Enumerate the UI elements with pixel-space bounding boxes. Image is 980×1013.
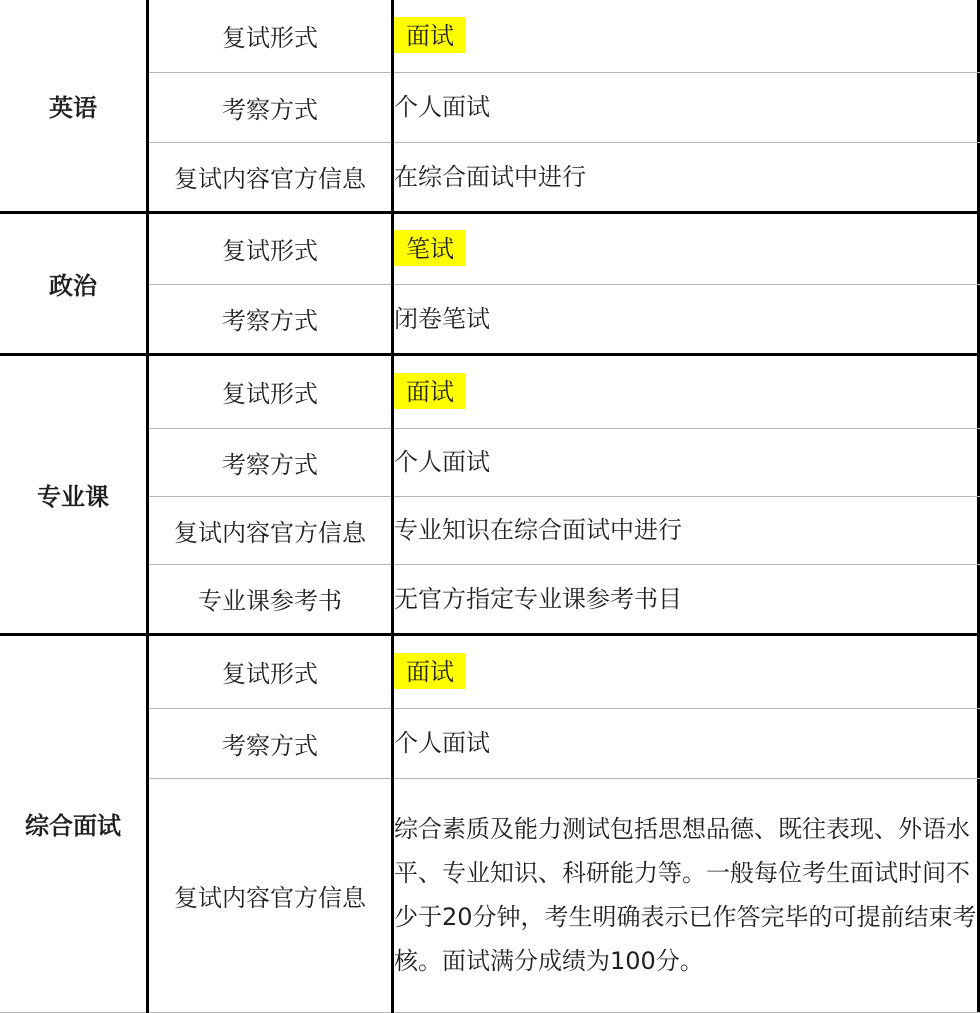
table-row <box>0 142 980 212</box>
table-row <box>0 708 980 778</box>
table-row <box>0 284 980 354</box>
row-value: 无官方指定专业课参考书目 <box>393 564 980 634</box>
row-key: 专业课参考书 <box>148 564 393 634</box>
row-value <box>393 354 980 428</box>
table-row <box>0 496 980 564</box>
category-politics: 政治 <box>0 212 148 354</box>
row-value: 个人面试 <box>393 72 980 142</box>
row-value: 专业知识在综合面试中进行 <box>393 496 980 564</box>
row-key: 考察方式 <box>148 72 393 142</box>
highlighted-value: 面试 <box>394 653 466 689</box>
row-key: 复试形式 <box>148 354 393 428</box>
row-value <box>393 0 980 72</box>
row-key: 复试形式 <box>148 0 393 72</box>
row-key: 复试形式 <box>148 634 393 708</box>
row-value: 闭卷笔试 <box>393 284 980 354</box>
table-row <box>0 428 980 496</box>
category-major: 专业课 <box>0 354 148 634</box>
row-value: 在综合面试中进行 <box>393 142 980 212</box>
row-key: 考察方式 <box>148 708 393 778</box>
table-row <box>0 778 980 1012</box>
category-comprehensive: 综合面试 <box>0 634 148 1012</box>
row-key: 复试内容官方信息 <box>148 778 393 1012</box>
row-value: 综合素质及能力测试包括思想品德、既往表现、外语水平、专业知识、科研能力等。一般每位考生面试时间不少于20分钟，考生明确表示已作答完毕的可提前结束考核。面试满分成绩为100分。 <box>393 778 980 1012</box>
highlighted-value: 面试 <box>394 373 466 409</box>
row-value: 个人面试 <box>393 708 980 778</box>
row-key: 复试形式 <box>148 212 393 284</box>
table-row <box>0 72 980 142</box>
row-key: 考察方式 <box>148 284 393 354</box>
row-value <box>393 212 980 284</box>
row-key: 复试内容官方信息 <box>148 496 393 564</box>
table-row <box>0 564 980 634</box>
highlighted-value: 面试 <box>394 17 466 53</box>
table-row <box>0 0 980 72</box>
row-key: 考察方式 <box>148 428 393 496</box>
highlighted-value: 笔试 <box>394 230 466 266</box>
table-row <box>0 354 980 428</box>
row-value: 个人面试 <box>393 428 980 496</box>
row-key: 复试内容官方信息 <box>148 142 393 212</box>
table-row <box>0 212 980 284</box>
table-row <box>0 634 980 708</box>
category-english: 英语 <box>0 0 148 212</box>
row-value <box>393 634 980 708</box>
